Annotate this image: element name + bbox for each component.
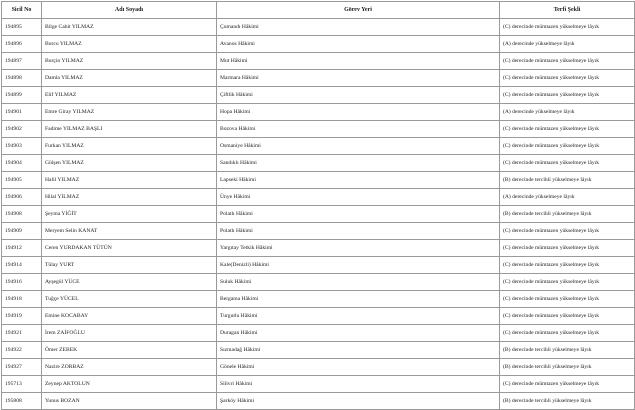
cell-terfi-sekli: (C) derecinde mümtazen yükselmeye lâyık [500,291,635,308]
cell-terfi-sekli: (C) derecinde mümtazen yükselmeye lâyık [500,376,635,393]
cell-gorev-yeri: Suluk Hâkimi [217,274,500,291]
cell-adi-soyadi: Meryem Selin KANAT [42,223,217,240]
cell-adi-soyadi: Zeynep AKTOLUN [42,376,217,393]
table-row [2,274,635,291]
table-row [2,291,635,308]
cell-adi-soyadi: Burcu YILMAZ [42,36,217,53]
cell-terfi-sekli: (B) derecinde tercihli yükselmeye lâyık [500,172,635,189]
cell-gorev-yeri: Sandıklı Hâkimi [217,155,500,172]
cell-sicil-no: 195713 [2,376,42,393]
header-gorev-yeri: Görev Yeri [217,2,500,19]
cell-terfi-sekli: (C) derecinde mümtazen yükselmeye lâyık [500,138,635,155]
cell-adi-soyadi: Gülşen YILMAZ [42,155,217,172]
cell-adi-soyadi: Şeyma YİĞİT [42,206,217,223]
cell-sicil-no: 194901 [2,104,42,121]
cell-adi-soyadi: Fadime YILMAZ BAŞLI [42,121,217,138]
cell-terfi-sekli: (C) derecinde mümtazen yükselmeye lâyık [500,257,635,274]
cell-gorev-yeri: Çiftlik Hâkimi [217,87,500,104]
cell-adi-soyadi: Furkan YILMAZ [42,138,217,155]
cell-adi-soyadi: Tülay YURT [42,257,217,274]
promotion-table [1,1,635,410]
cell-sicil-no: 194919 [2,308,42,325]
cell-terfi-sekli: (B) derecinde tercihli yükselmeye lâyık [500,359,635,376]
table-row [2,70,635,87]
cell-gorev-yeri: Silivri Hâkimi [217,376,500,393]
cell-terfi-sekli: (A) derecinde yükselmeye lâyık [500,189,635,206]
table-header-row [2,2,635,19]
cell-terfi-sekli: (C) derecinde mümtazen yükselmeye lâyık [500,121,635,138]
cell-gorev-yeri: Marmara Hâkimi [217,70,500,87]
cell-adi-soyadi: Bilge Cahit YILMAZ [42,19,217,36]
cell-sicil-no: 194906 [2,189,42,206]
cell-gorev-yeri: Çumandı Hâkimi [217,19,500,36]
cell-terfi-sekli: (C) derecinde mümtazen yükselmeye lâyık [500,19,635,36]
header-adi-soyadi: Adı Soyadı [42,2,217,19]
cell-terfi-sekli: (C) derecinde mümtazen yükselmeye lâyık [500,70,635,87]
table-row [2,155,635,172]
table-row [2,376,635,393]
cell-adi-soyadi: Ömer ZEBEK [42,342,217,359]
cell-adi-soyadi: Damla YILMAZ [42,70,217,87]
cell-sicil-no: 194916 [2,274,42,291]
cell-gorev-yeri: Avanos Hâkimi [217,36,500,53]
cell-sicil-no: 194918 [2,291,42,308]
table-row [2,308,635,325]
cell-sicil-no: 194922 [2,342,42,359]
cell-gorev-yeri: Ünye Hâkimi [217,189,500,206]
cell-adi-soyadi: Nazire ZORBAZ [42,359,217,376]
cell-gorev-yeri: Mut Hâkimi [217,53,500,70]
cell-sicil-no: 194895 [2,19,42,36]
table-row [2,121,635,138]
table-row [2,223,635,240]
cell-gorev-yeri: Turgutlu Hâkimi [217,308,500,325]
cell-sicil-no: 194914 [2,257,42,274]
table-row [2,138,635,155]
table-row [2,53,635,70]
cell-sicil-no: 194905 [2,172,42,189]
cell-adi-soyadi: Emre Giray YILMAZ [42,104,217,121]
table-row [2,104,635,121]
cell-terfi-sekli: (B) derecinde tercihli yükselmeye lâyık [500,342,635,359]
header-terfi-sekli: Terfi Şekli [500,2,635,19]
cell-adi-soyadi: Halil YILMAZ [42,172,217,189]
cell-sicil-no: 194903 [2,138,42,155]
cell-gorev-yeri: Sızmadağ Hâkimi [217,342,500,359]
cell-adi-soyadi: Ayşegül YÜCE [42,274,217,291]
cell-gorev-yeri: Bozova Hâkimi [217,121,500,138]
cell-gorev-yeri: Bergama Hâkimi [217,291,500,308]
table-row [2,206,635,223]
cell-terfi-sekli: (C) derecinde mümtazen yükselmeye lâyık [500,155,635,172]
cell-terfi-sekli: (C) derecinde mümtazen yükselmeye lâyık [500,223,635,240]
cell-gorev-yeri: Polatlı Hâkimi [217,223,500,240]
table-row [2,342,635,359]
cell-terfi-sekli: (C) derecinde mümtazen yükselmeye lâyık [500,308,635,325]
table-row [2,189,635,206]
cell-adi-soyadi: Burçin YILMAZ [42,53,217,70]
cell-terfi-sekli: (B) derecinde tercihli yükselmeye lâyık [500,206,635,223]
table-row [2,172,635,189]
cell-gorev-yeri: Gönele Hâkimi [217,359,500,376]
cell-sicil-no: 194912 [2,240,42,257]
cell-sicil-no: 195808 [2,393,42,410]
table-row [2,393,635,410]
cell-sicil-no: 194927 [2,359,42,376]
table-row [2,87,635,104]
cell-adi-soyadi: Yunus BOZAN [42,393,217,410]
cell-sicil-no: 194897 [2,53,42,70]
cell-sicil-no: 194899 [2,87,42,104]
cell-gorev-yeri: Yargıtay Tetkik Hâkimi [217,240,500,257]
cell-terfi-sekli: (B) derecinde tercihli yükselmeye lâyık [500,393,635,410]
cell-sicil-no: 194909 [2,223,42,240]
cell-gorev-yeri: Osmaniye Hâkimi [217,138,500,155]
cell-adi-soyadi: Elif YILMAZ [42,87,217,104]
cell-gorev-yeri: Duragan Hâkimi [217,325,500,342]
table-row [2,240,635,257]
table-row [2,325,635,342]
cell-terfi-sekli: (C) derecinde mümtazen yükselmeye lâyık [500,325,635,342]
cell-adi-soyadi: Hilal YILMAZ [42,189,217,206]
table-row [2,257,635,274]
cell-sicil-no: 194902 [2,121,42,138]
cell-sicil-no: 194921 [2,325,42,342]
header-sicil-no: Sicil No [2,2,42,19]
cell-sicil-no: 194904 [2,155,42,172]
cell-terfi-sekli: (C) derecinde mümtazen yükselmeye lâyık [500,240,635,257]
cell-terfi-sekli: (A) derecinde yükselmeye lâyık [500,36,635,53]
cell-adi-soyadi: Tuğçe YÜCEL [42,291,217,308]
cell-sicil-no: 194896 [2,36,42,53]
cell-terfi-sekli: (A) derecinde yükselmeye lâyık [500,104,635,121]
cell-adi-soyadi: Emine KOCABAY [42,308,217,325]
cell-sicil-no: 194898 [2,70,42,87]
table-row [2,19,635,36]
table-row [2,36,635,53]
cell-terfi-sekli: (C) derecinde mümtazen yükselmeye lâyık [500,53,635,70]
cell-adi-soyadi: Ceren YURDAKAN TÜTÜN [42,240,217,257]
table-row [2,359,635,376]
cell-gorev-yeri: Polatlı Hâkimi [217,206,500,223]
cell-gorev-yeri: Kale(Denizli) Hâkimi [217,257,500,274]
cell-gorev-yeri: Lapseki Hâkimi [217,172,500,189]
cell-terfi-sekli: (C) derecinde mümtazen yükselmeye lâyık [500,87,635,104]
cell-adi-soyadi: İrem ZAİFOĞLU [42,325,217,342]
cell-sicil-no: 194908 [2,206,42,223]
cell-gorev-yeri: Şarköy Hâkimi [217,393,500,410]
cell-terfi-sekli: (C) derecinde mümtazen yükselmeye lâyık [500,274,635,291]
cell-gorev-yeri: Hopa Hâkimi [217,104,500,121]
